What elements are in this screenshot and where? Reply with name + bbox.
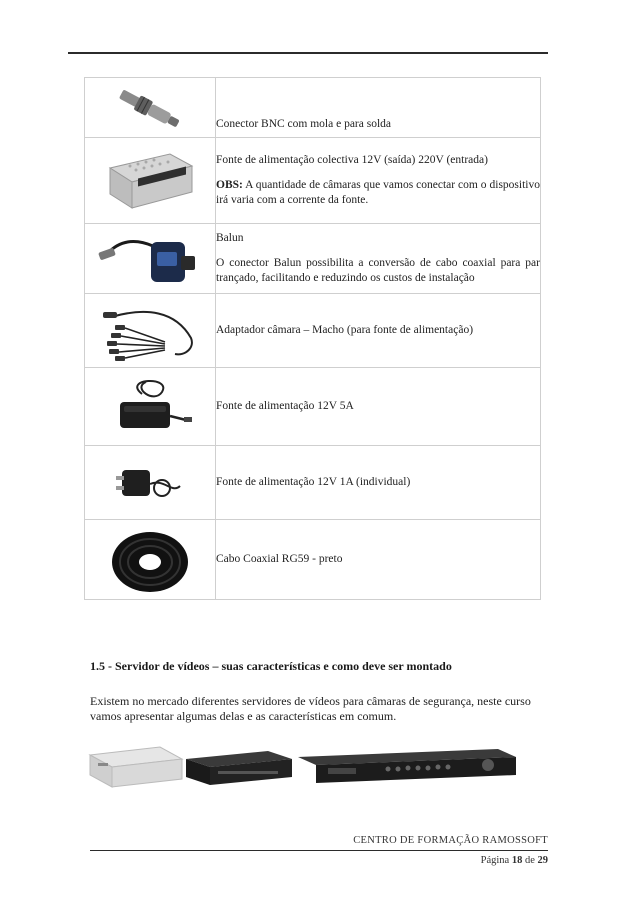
- table-row: [85, 224, 541, 294]
- item-description: O conector Balun possibilita a conversão de cabo coaxial para par trançado, facilitando e reduzindo os custos de instalação: [216, 257, 540, 284]
- table-row: [85, 138, 541, 224]
- item-image-cell: [85, 520, 216, 600]
- item-title: Balun: [216, 232, 244, 244]
- table-row: [85, 368, 541, 446]
- balun-image: [85, 226, 215, 292]
- item-text-cell: [216, 520, 541, 600]
- item-image-cell: [85, 78, 216, 138]
- item-text-cell: [216, 78, 541, 138]
- footer-page-number: [481, 855, 548, 866]
- table-row: [85, 520, 541, 600]
- item-description: Cabo Coaxial RG59 - preto: [216, 553, 343, 565]
- power-supply-box-image: [85, 146, 215, 216]
- item-image-cell: [85, 446, 216, 520]
- note-label: OBS:: [216, 179, 243, 191]
- item-image-cell: [85, 138, 216, 224]
- item-image-cell: [85, 294, 216, 368]
- video-server-devices-image: [88, 735, 518, 791]
- equipment-table: [84, 77, 541, 600]
- item-text-cell: [216, 446, 541, 520]
- item-description: Fonte de alimentação 12V 5A: [216, 400, 354, 412]
- footer-rule: [90, 850, 548, 851]
- item-description: Fonte de alimentação colectiva 12V (saída) 220V (entrada): [216, 154, 488, 166]
- item-image-cell: [85, 224, 216, 294]
- page-total: 29: [537, 855, 548, 866]
- item-text-cell: [216, 294, 541, 368]
- item-note: [216, 178, 540, 208]
- page-of-word: de: [524, 855, 535, 866]
- item-description: Conector BNC com mola e para solda: [216, 118, 392, 130]
- section-intro: Existem no mercado diferentes servidores de vídeos para câmaras de segurança, neste curso vamos apresentar algumas delas e as características em comum.: [90, 694, 531, 723]
- item-text-cell: [216, 368, 541, 446]
- footer-organization: CENTRO DE FORMAÇÃO RAMOSSOFT: [353, 835, 548, 846]
- header-rule: [68, 52, 548, 54]
- table-row: [85, 446, 541, 520]
- coaxial-cable-image: [85, 524, 215, 596]
- power-adapter-1a-image: [85, 458, 215, 508]
- note-text: A quantidade de câmaras que vamos conectar com o dispositivo irá varia com a corrente da fonte.: [216, 179, 540, 206]
- table-row: [85, 294, 541, 368]
- table-row: [85, 78, 541, 138]
- page-current: 18: [511, 855, 523, 866]
- item-text-cell: [216, 224, 541, 294]
- power-adapter-5a-image: [85, 374, 215, 440]
- item-description: Adaptador câmara – Macho (para fonte de alimentação): [216, 324, 474, 336]
- item-description: Fonte de alimentação 12V 1A (individual): [216, 476, 411, 488]
- page-word: Página: [480, 855, 510, 866]
- section-title: 1.5 - Servidor de vídeos – suas características e como deve ser montado: [90, 659, 452, 673]
- item-text-cell: [216, 138, 541, 224]
- bnc-connector-image: [85, 80, 215, 136]
- splitter-cable-image: [85, 298, 215, 364]
- item-image-cell: [85, 368, 216, 446]
